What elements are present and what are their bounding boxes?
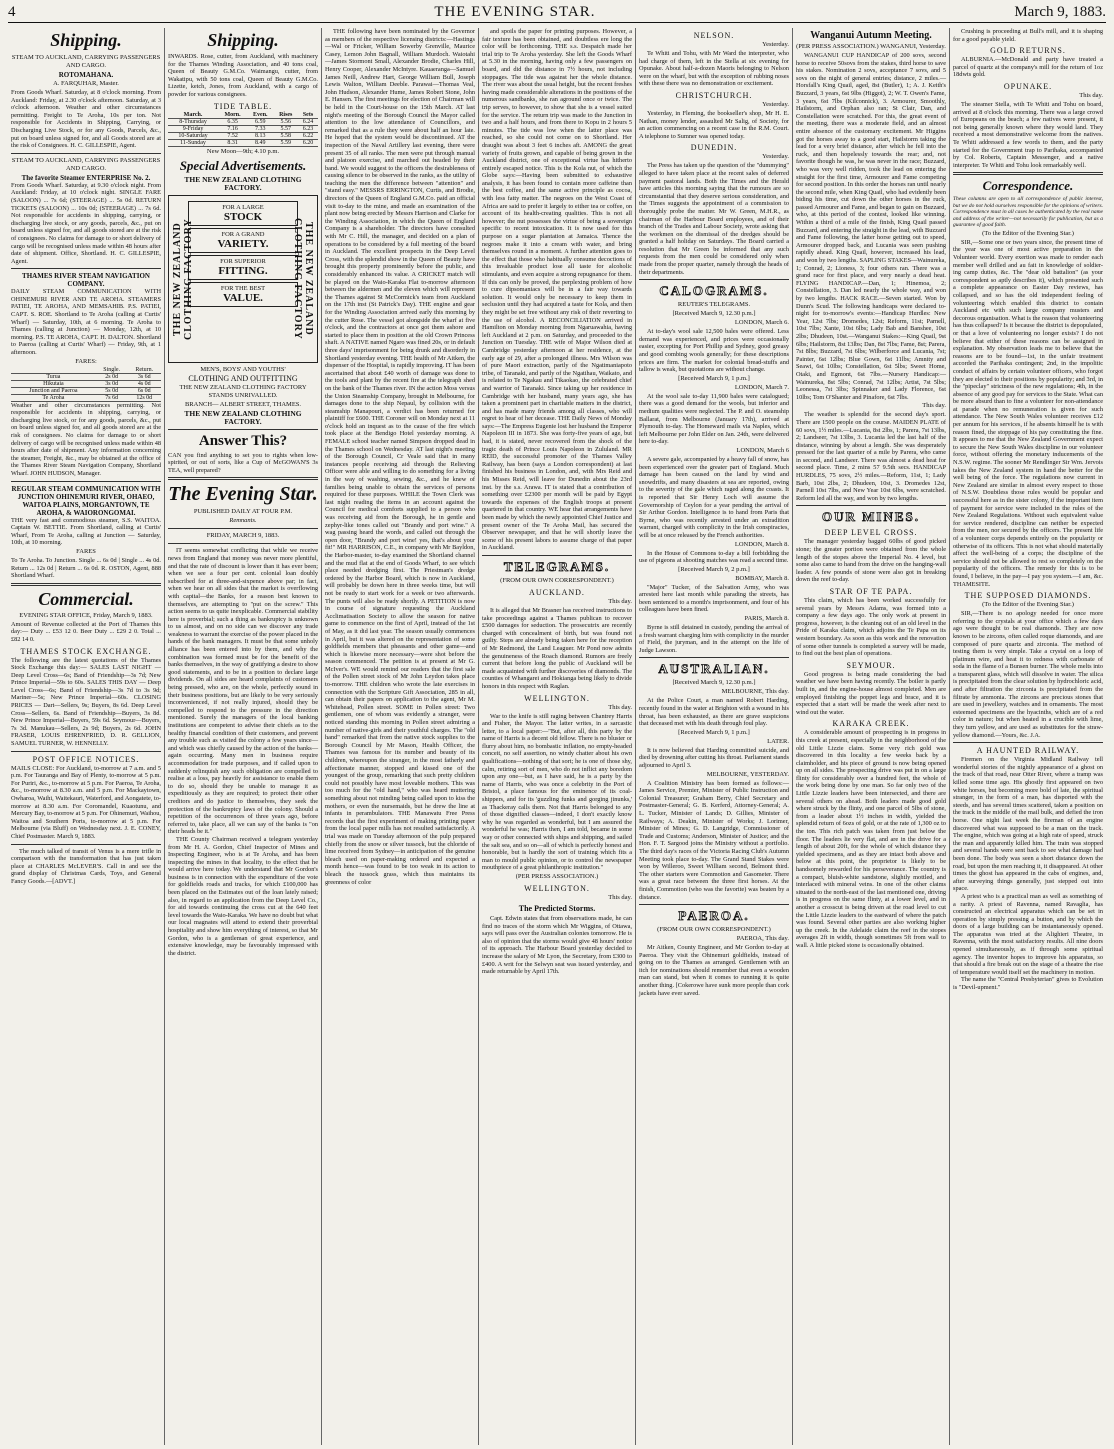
fare-cell: Turua (11, 373, 96, 380)
divider (168, 429, 318, 430)
story-text: Firemen on the Virginia Midland Railway tell wonderful stories of the nightly appearance of a ghost on the track of that road, near Otter River, where a tramp was killed some time ago. His ghostly first appeared on two white horses, but becoming more bold of late, the spiritual stranger, in the form of a man, has disported with the steeds, and has several times scattered, taken a position on the track in the middle of the mail bulk, and defied the iron horse. One night last week the fireman of an engine discovered what was supposed to be a man on the track. The engine, which was going at a high rate of speed, struck the man and apparently killed him. The train was stopped and several hands were sent back to see what damage had been done. The body was seen a short distance down the road, but upon the men reaching it, it disappeared. At other times the ghost has appeared in the cabs of engines, and, after surveying things generally, just stepped out into space. (953, 756, 1103, 893)
columns (8, 28, 1106, 1445)
section-heading: Shipping. (50, 30, 122, 50)
telegram-text: It is now believed that Harding committed suicide, and died by drowning after cutting his throat. Parliament stands adjourned to April 3. (639, 746, 789, 769)
section-heading: Commercial. (38, 588, 134, 609)
fares-title: FARES (76, 547, 96, 555)
divider (639, 279, 789, 280)
editorial: IT seems somewhat conflicting that while we receive news from England that money was never more plentiful, and that the rate of discount is lower than it has ever been; when we see a four per cent. colonial loan doubly subscribed for at three-and-sixpence above par; in fact, when we hear on all sides that the market is overflowing with capital—the Banks, for a reason best known to themselves, are attempting to "put on the screw." This action seems to us quite inexplicable. Commercial stability here is proverbial; such a thing as bankruptcy is unknown to us almost, and on no side can we discover any trade weakness to warrant the exercise of the power placed in the hands of the bank managers. It must be that some unholy alliance has been entered into by them, and why the combination was formed must be for the benefit of the banks themselves, in the way of gratifying a desire to show good statements, and to be in a position to declare large dividends. On all sides are heard complaints of customers being pressed, who are, on the whole, perfectly sound in their business positions, but are likely to be very seriously inconvenienced, if not really injured, should they be compelled to respond to the pressure in the direction mentioned. Surely the managers of the local banking institutions are competent to advise their chiefs as to the healthy financial condition of their customers, and prevent any trouble such as visited the colony a few years since—and which was chiefly caused by the action of the banks—again occurring. Many men in business require accommodation for trade purposes, and if called upon to suddenly relinquish any such obligation are compelled to realise at a loss, pay heavily for assistance to enable them to do so, should they be unable to manage it as expeditiously as they are required; to protect their other creditors and do justice to themselves, they seek the protection of the bankruptcy laws of the colony. Should a repetition of the occurrences of three years ago, before referred to, take place, all we can say of the banks is "on their heads be it." (168, 547, 319, 836)
telegrams-heading: TELEGRAMS. (503, 558, 611, 574)
tide-cell: 8.13 (247, 132, 273, 139)
subsection-heading: DEEP LEVEL CROSS. (824, 528, 918, 538)
divider (796, 505, 946, 506)
ad-box (188, 282, 298, 307)
column-3 (322, 28, 479, 1445)
telegram-text: War to the knife is still raging between Chantrey Harris and Fisher, the Mayor. The latter writes, in a sarcastic letter, to a local paper:—"But, after all, this party by the name of Harris is a decent old fellow. There is no bluster or flurry about him, no bombastic inflation, no empty-headed conceit, no self assertion, no windy chatter about his own qualifications—nothing of that sort; he is one of those shy, calm, retiring sort of men, who do not inflict any boredom upon any one—but, as I have said, he is a party by the name of Harris, who was once a celebrity in the Port of Bristol, a place famous for the eminence of its coal-shippers, and for its 'guzzling funks and gorging jinunks,' as Thackeray calls them. Not that Harris belonged to any of those dignified classes—indeed, I don't exactly know why he was regarded as wonderful, but I am assured the wonderful he was; Harris then, I am told, became in some way or other connected with ships and shipping, and sailed the salt sea, and so on—all of which is perfectly honest and honorable, but is hardly the sort of training which fits a man to mould public opinion, or to control the newspaper mouthpiece of a great philanthropic institution." (482, 712, 632, 872)
telegram-text: At to-day's wool sale 12,500 bales were offered. Less demand was experienced, and prices were occasionally easier, excepting for Port Phillip and Sydney, good greasy and good combing wools generally; for these descriptions prices are firm. The market for colonial bread-stuffs and tallow is weak, but quotations are without change. (639, 328, 789, 374)
ad-title: THAMES RIVER STEAM NAVIGATION COMPANY. (22, 272, 150, 289)
tide-cell: 8.49 (247, 139, 273, 146)
dateline-day: This day. (608, 893, 632, 901)
telegram-text: A severe gale, accompanied by a heavy fall of snow, has been experienced over the greater part of England. Much damage has been caused on the land by wind and snowdrifts, and many disasters at sea are reported, owing to the severity of the gale which raged along the coasts. It is reported that Sir Henry Loch will assume the Governorship of Ceylon for a year pending the arrival of Sir Arthur Gordon. Intelligence is to hand from Paris that Byrne, who was recently arrested under an extradition warrant, charged with complicity in the Irish conspiracies, will be at once released by the French authorities. (639, 455, 789, 539)
divider (11, 481, 161, 482)
divider (11, 844, 161, 845)
subsection-heading: A HAUNTED RAILWAY. (976, 746, 1080, 756)
tide-cell: 6.20 (298, 139, 318, 146)
ad-banner-top: THE NEW ZEALAND CLOTHING FACTORY. (184, 174, 302, 192)
subsection-heading: STAR OF TE PAPA. (829, 587, 913, 596)
local-news: THE following have been nominated by the Governor as members of the respective licensing districts:—Hastings—Wal or Fricker, William Sowerby Grenville, Maurice Casey, Lemon John Bagnall, William Murdoch. Waiotahi—James Stormont Small, Alexander Brodie, Charles Hill, Henry Cooper, Alexander McIntyre. Kauaeranga—Samuel James Neill, Andrew Hart, George William Bull, Joseph Lewis Walton, William Deeble. Parawai—Thomas Veal, John Hudson, Alexander Hume, James Robert Stone, John E. Hansen. The first meetings for election of Chairman will be held in the Court-house on the 15th March. AT last night's meeting of the Borough Council the Mayor called attention to the low attendance of Councillors, and remarked that as a rule they were about half an hour late. He hoped that the system would be discontinued. AT the inspection of the Naval Artillery last evening, there were present 35 of all ranks. The men were put through manual and platoon exercise, and marched out headed by their band. We would suggest to the officers the desirableness of causing silence to be observed in the ranks, as the utility of teaching the men the difference between "attention" and "stand easy." MESSRS ERRINGTON, Curtis, and Brodie, directors of the Queen of England G.M.Co. paid an official visit to-day to the mine, and made an examination of the plant now being erected by Messrs Harrison and Clarke for the Winding Association, in which the Queen of England Company is a shareholder. The directors have consulted with Mr C. Hill, the manager, and decided on a plan of operations to be considered by a full meeting of the board in Auckland. The excellent prospects in the Deep Level Cross, with the splendid show in the Queen of Beauty have brought this property prominently before the public, and considerably enhanced its value. A CRICKET match will be played on the Waio-Karaka Flat to-morrow afternoon between the aldermen and the eleven which will represent the Thames against St McCormick's team from Auckland on the 17th inst (St Patrick's Day). THE engine and gear for the Winding Association arrived early this morning by the cutter Rose. The vessel got alongside the wharf at five o'clock, and the contractors at once got them ashore and started to place them in position at the old Crown Princess shaft. A NATIVE named Ngaro was fined 20s, or in default three days' imprisonment for being drunk and disorderly in Shortland yesterday evening. THE health of Mr Aitken, the dispenser of the Hospital, is rapidly improving. IT has been ascertained that about £40 worth of damage was done to the tools and plant by the recent fire at the telegraph shed on the bank of the Thames river. IN the action Moss versus the Union Steamship Company, brought in Melbourne, for damages done to the ship Nepaul, by collision with the steamship Manapouri, a verdict has been returned for plaintiff for £600. THE Coroner will on Monday next at 11 o'clock hold an inquest as to the cause of the fire which took place at the Bendigo Hotel yesterday morning. A FEMALE school teacher named Simpson dropped dead in the Thames school on Wednesday. AT last night's meeting of the Borough Council, Cr Veale said that in many instances people receiving aid through the Relieving Officer were able and willing to do something for a living in the way of washing, sewing, &c., and he knew of families being unable to obtain the services of persons required for these purposes. WHILE the Town Clerk was last night reading the items in an account against the Council for medical comforts supplied to a person who was receiving aid from the Borough, he in gentle and zephyr-like tones called out "Brandy and port wine." A wag passing heard the words, and called out through the open door, "Brandy and port wine! yes, that's about your fit!" MR HARRISON, C.E., in company with Mr Bayldon, the Harbor-master, to-day examined the Shortland channel and the mud flat at the end of Goods Wharf, to see which place needed dredging first. The Priestman's dredge ordered by the Harbor Board, which is now in Auckland, will probably be down here in three weeks time, but will not be ready to start work for a week or two afterwards. The punts will also be ready shortly. A PETITION is now in course of signature requesting the Auckland Acclimatisation Society to allow the season for native game to commence on the first of April, instead of the 1st of May, as it did last year. The season usually commences in April, but it was altered on the representation of some goldfields members that pheasants and other game—and which is likewise more necessary—were shot before the season commenced. The petition is at present at Mr G. McIver's. WE would remind our readers that the first sale of the Pollen street stock of Mr John Leydon takes place to-morrow. THE children who wrote the late exercises in connection with the Scripture Gift Association, 285 in all, can obtain their papers on application to the agent, Mr M. Whitehead, Pollen street. SOME in Pollen street: Two gentlemen, one of whom was evidently a stranger, were noticed standing this morning in Pollen street admiring a number of native-girls and their youthful charges. The "old hand" remarked that from the native stock supplies to the Borough Council by Mr Mason, Health Officer, the Thames was famous for its number and beauty of its children, whereupon the stranger, in the most fatherly and affectionate manner, stopped and kissed one of the youngest of the group, remarking that such pretty children could not possibly have most loveable mothers. This was too much for the "old hand," who was heard muttering something about not minding being called upon to kiss the mothers, or even the nursemaids, but he drew the line at infants in perambulators. THE Manawatu Free Press records that the first experiment of making printing paper from the local paper mills has not resulted satisfactorily. A trial was made on Tuesday afternoon of the pulp prepared chiefly from the snow or silver tussock, but the chloride of lime received from Sydney—in anticipation of the genuine bleach used on paper-making ordered and expected a month hence—was found to be too weak in its action to bleach the tussock grass, which thus maintains its greenness of color (325, 28, 475, 886)
correspondent-note: (FROM OUR OWN CORRESPONDENT.) (657, 926, 771, 934)
fare-row (11, 387, 161, 394)
divider (953, 172, 1103, 175)
tea-advert: CAN you find anything to set you to rights when low-spirited, or out of sorts, like a Cup of McGOWAN'S 3s TEA, well prepared? (168, 451, 318, 474)
dateline: LATER. (767, 737, 789, 745)
ad-box (188, 255, 298, 280)
received-note: [Received March 9, 12.30 p.m.] (672, 679, 756, 687)
ad-line: BRANCH— ALBERT STREET, THAMES. (184, 400, 302, 408)
newspaper-nameplate: The Evening Star. (168, 483, 318, 506)
dateline: MELBOURNE, This day. (721, 688, 789, 696)
motto: Remnants. (229, 517, 257, 525)
ad-body: From Goods Wharf. Saturday, at 9.30 o'clock night. From Auckland: Friday, at 10 o'clock night. SINGLE FARE (SALOON) ... 7s 6d; (STEERAGE) ... 5s 0d. RETURN TICKETS (SALOON) ... 10s 0d; (STEERAGE) ... 7s 6d. Not responsible for accidents in shipping, carrying, or discharging live stock, or any goods, parcels, &c., put on board unless signed for, and all goods stored are at the risk of consignees. No claims for damage to or short delivery of cargo will be recognised unless made within 48 hours after date of shipment. Office, Shortland. H. C. GILLESPIE, Agent. (11, 181, 161, 265)
fare-cell: 6s 0d (128, 387, 161, 394)
ad-line: FOR SUPERIOR (220, 257, 266, 265)
shipping-ad (11, 157, 161, 266)
telegram-text: The Press has taken up the question of the "dummying" alleged to have taken place at the recent sales of deferred payment pastoral lands. Both the Times and the Herald have articles this morning saying that the rumours are so circumstantial that they deserve serious consideration, and the Times suggests the appointment of a commission to thoroughly probe the matter. Mr W. Green, M.H.R., as chairman of the Harbour Board employees, and of their branch of the Trades and Labour Society, wrote asking that the workmen on the dismissal of the dredges should be granted a half holiday on Saturdays. The Board carried a resolution that Mr Green be informed that any such requests from the men could be considered only when made from the proper quarter, namely through the heads of their departments. (639, 162, 789, 276)
tide-cell: 6.23 (298, 125, 318, 132)
divider (11, 268, 161, 269)
issue-date: March 9, 1883. (1014, 4, 1106, 20)
dateline-day: Yesterday. (762, 100, 789, 108)
subsection-heading: KARAKA CREEK. (832, 719, 910, 729)
dateline: WELLINGTON. (524, 883, 590, 893)
fare-row (11, 373, 161, 380)
dateline: MELBOURNE, YESTERDAY. (706, 770, 789, 778)
tide-row (168, 125, 318, 132)
story-text: A priest who is a practical man as well as something of a rarity. A priest of Ravenna, named Ravaglia, has constructed an electrical apparatus which can be set in operation by simply pressing a button, and by which the doors of a large building can be instantaneously opened. The apparatus was tried at the Alighieri Theatre, in Ravenna, with the most satisfactory results. All nine doors opened simultaneously, as if through some spiritual agency. The inventor hopes to improve his apparatus, so that should a fire break out on the stage of a theatre the rise of temperature would itself set the machinery in motion. (953, 892, 1103, 976)
telegram-text: A Coalition Ministry has been formed as follows:—James Service, Premier, Minister of Public Instruction and Colonial Treasurer; Graham Berry, Chief Secretary and Postmaster-General; G. B. Kerferd, Attorney-General; A. L. Tucker, Minister of Lands; D. Gillies, Minister of Railways; A. Deakin, Minister of Works; J. Lorimer, Minister of Mines; G. D. Langridge, Commissioner of Trade and Customs; Anderson, Minister of Justice; and the Hon. F. T. Sargood joins the Ministry without a portfolio. The third day's races of the Victoria Racing Club's Autumn Meeting took place to-day. The Grand Stand Stakes were won by Willeroo, Sweet William second, Belmont third. The other starters were Commotion and Gasometer. There was a great race between the three first horses. At the finish, Commotion (who was the favorite) was beaten by a distance. (639, 779, 789, 901)
subsection-heading: THE SUPPOSED DIAMONDS. (964, 591, 1092, 601)
tide-cell: 5.56 (273, 118, 298, 125)
divider (11, 153, 161, 154)
race-report: The weather is splendid for the second day's sport. There are 1500 people on the course. MAIDEN PLATE of 60 sovs, 1½ miles.—Lucania, 8st 2lbs, 1; Parera, 7st 13lbs, 2; Landseer, 7st 13lbs, 3. Lucania led the last half of the distance, winning by about a length. She was desperately pressed for the last quarter of a mile by Parera, who came in second, and Landseer. There was almost a dead heat for second place. Time, 2 mins 57 9.5th secs. HANDICAP HURDLES, 75 sovs, 2½ miles.—Reform, 11st, 1; Lady Barb, 10st 2lbs, 2; Dhudeen, 10st, 3. Dromedes 12st, Parnell 10st 7lbs, and New Year 10st 6lbs, were scratched. Reform led all the way, and won by two lengths. (796, 411, 946, 502)
ad-keyword: VARIETY. (217, 237, 269, 250)
clothing-factory-ad (168, 195, 318, 363)
tide-header-cell: Even. (247, 112, 273, 119)
ship-name: ROTOMAHANA. (58, 71, 114, 79)
fare-cell: 3s 6d (128, 373, 161, 380)
divider (168, 543, 318, 544)
ad-line: FOR A LARGE (222, 203, 264, 211)
fare-cell: Hikutaia (11, 380, 96, 387)
fare-row (11, 380, 161, 387)
mines-heading: OUR MINES. (821, 509, 920, 525)
tide-cell: 6.59 (247, 118, 273, 125)
divider (482, 555, 632, 556)
tide-cell: 9-Friday (168, 125, 218, 132)
fares-title: FARES: (75, 357, 97, 365)
office-line: EVENING STAR OFFICE, Friday, March 9, 1883. (19, 611, 153, 619)
ad-side-text: THE NEW ZEALAND CLOTHING FACTORY (172, 217, 194, 340)
advert-paragraph: The much talked of transit of Venus is a mere trifle in comparison with the transformation that has just taken place at CHARLES McLEVER'S. Call in and see the grand display of Christmas Cards, Toys, and General Fancy Goods.—[ADVT.] (11, 847, 161, 885)
ad-body: From Goods Wharf. Saturday, at 8 o'clock morning. From Auckland: Friday, at 2.30 o'clock afternoon. Saturday, at 3 o'clock afternoon. Weather and other circumstances permitting. Freight to Te Aroha, 10s per ton. Not responsible for Accidents in Shipping, Carrying, or Discharging Live Stock, or for any Goods, Parcels, &c., put on board unless signed for, and all Goods stored are at the risk of Consignees. H. C. GILLESPIE, Agent. (11, 89, 161, 150)
fare-cell: Junction and Paeroa (11, 387, 96, 394)
subsection-heading: POST OFFICE NOTICES. (32, 754, 140, 764)
tide-header-cell: Sets (298, 112, 318, 119)
divider (168, 528, 318, 529)
fare-cell: 3s 0d (96, 380, 128, 387)
ad-title: REGULAR STEAM COMMUNICATION WITH JUNCTION OHINEMURI RIVER, OHAEO, WAITOA PLAINS, MORGANTOWN, TE AROHA, & WAIORONGOMAI. (11, 484, 161, 517)
telegram-text: Te Whiti and Tohu, with Mr Ward the interpreter, who had charge of them, left in the Stella at six evening for Opunake. About half-a-dozen Maoris belonging to Nelson were on the wharf, but with the exception of rubbing noses with these there was no demonstration or excitement. (639, 50, 789, 88)
mine-report: A considerable amount of prospecting is in progress in this creek at present, especially in the neighborhood of the old Little Lizzie claim. Some very rich gold was discovered in this locality a few weeks back by a claimholder, and his piece of ground is now being opened up on all sides. The prospecting drive was put in on a large flinty for considerably over a hundred feet, the whole of the work being done by one man. So far only two of the Little Lizzie leaders have been intersected, and there are several others on ahead. Both leaders made good gold where struck by the flinty, and one parcel of 5lbs of stone, from a leader about 1½ inches in width, yielded the splendid return of 6ozs of gold, or at the rate of 1,300 oz to the ton. This rich patch was taken from just below the floor. The leaders lie very flat, and are in the drive for a length of about 20ft, for the whole of which distance they yielded specimens, and as they are intact both above and below at this point, the proprietor is likely to be handsomely rewarded for his perseverance. The country is a compact, bluish-white sandstone, slightly mottled, and interlaced with mineral veins. In one of the other claims situated to the north-east of the last mentioned one, driving is in progress on the same flinty, at a lower level, and in another a crosscut is being driven at the road level to cut the Little Lizzie leaders to the eastward of where the patch was found. Several other parties are also working higher up the creek. In the Adelaide claim the reef in the stopes averages 2ft in width, though sometimes 5ft from wall to wall. A little picked stone is occasionally obtained. (796, 729, 946, 949)
ad-line: FOR THE BEST (220, 284, 266, 292)
tide-cell: 7.16 (218, 125, 247, 132)
ad-box (188, 201, 298, 226)
dateline: AUCKLAND. (529, 587, 585, 597)
fare-cell: Single. (96, 367, 128, 374)
ad-box (188, 228, 298, 253)
ad-keyword: VALUE. (223, 291, 263, 304)
editorial-date: FRIDAY, MARCH 9, 1883. (206, 532, 280, 540)
press-note: (PER PRESS ASSOCIATION.) WANGANUI, Yesterday. (796, 43, 946, 50)
publication-note: PUBLISHED DAILY AT FOUR P.M. (193, 508, 293, 516)
fare-cell: 4s 0d (128, 380, 161, 387)
ad-line: THE NEW ZEALAND CLOTHING FACTORY STANDS UNRIVALLED. (179, 383, 307, 399)
dateline: WELLINGTON. (524, 693, 590, 703)
letter-address: (To the Editor of the Evening Star.) (982, 229, 1074, 237)
tide-cell: 8-Thursday (168, 118, 218, 125)
dateline: PARIS, March 8. (744, 615, 789, 623)
correspondent-note: (FROM OUR OWN CORRESPONDENT.) (500, 576, 614, 584)
telegram-text: At the Police Court, a man named Robert Harding, recently found in the water at Brighton with a wound in his throat, has been exhausted, as there are grave suspicions that deceased met with his death through foul play. (639, 697, 789, 728)
ad-body: DAILY STEAM COMMUNICATION WITH OHINEMURI RIVER AND TE AROHA. STEAMERS PATIEI, TE AROHA, AND MEMSAHIB. P.S. PATIEI, CAPT. S. ROE. Shortland to Te Aroha (calling at Curtis' Wharf) — Saturday, 10th, at 6 morning. Te Aroha to Thames (calling at Junction) — Monday, 12th, at 10 morning. P.S. TE AROHA, CAPT. H. DALTON. Shortland to Paeroa (calling at Curtis' Wharf) — Friday, 9th, at 1 afternoon. (11, 288, 161, 357)
tide-header-cell: Morn. (218, 112, 247, 119)
section-heading: Shipping. (207, 30, 279, 50)
answer-heading: Answer This? (198, 432, 288, 449)
dateline-day: This day. (922, 402, 946, 410)
tide-cell: 6.35 (218, 118, 247, 125)
tide-cell: 10-Saturday (168, 132, 218, 139)
column-6 (793, 28, 950, 1445)
tide-cell: 6.24 (298, 118, 318, 125)
telegram-text: Mr Aitken, County Engineer, and Mr Gordon to-day at Paeroa. They visit the Ohinemuri goldfields, instead of going on to the Thames as arranged. Gentlemen with an itch for nominations should remember that even a wooden man can stand, but when it comes to running it is quite another thing. [Cokerowe have sunk more people than cork jackets have ever saved. (639, 944, 789, 997)
telegram-text: Yesterday, in Fleming, the bookseller's shop, Mr H. E. Nathan, money lender, assaulted Mr Salig, of Society, for an action commencing on a recent case in the R.M. Court. A telephone to Sumner was opened today. (639, 109, 789, 140)
dateline: LONDON, March 8. (734, 540, 789, 548)
column-7 (950, 28, 1106, 1445)
race-report: WANGANUI CUP HANDICAP of 200 sovs, second horse to receive 50sovs from the stakes, third horse to save his stakes. Nomination 2 sovs, acceptance 7 sovs, and 5 sovs on the night of general entries; distance, 2 miles.—Horsfall's King Quail, aged, 8st (Butler), 1; A. J. Keith's Buzzard, 3 years, 6st 9lbs (Higgot), 2; W. T. Owen's Fame, 3 years, 6st 7lbs (Kilconnick), 3. Armourer, Smoothly, Hailstorm, and Orphan also ran; St Clair, Dan, and Constellation were scratched. For this, the great event of the meeting, there was a moderate field, and an almost entire absence of the customary excitement. Mr Higgins got the horses away to a good start, Hailstorm taking the lead for a very brief distance, after which he fell into the ruck, and then hopelessly towards the rear; and, not favorite though he was, he was never in the race; Buzzard, who was very well ridden, took the lead on entering the straight for the first time, Armourer and Fame competing for second position. In this order the horses ran until nearly the second mile, when King Quail, who had evidently been biding his time, cut down the other horses in the ruck, passed Armourer and Fame, and began to gain on Buzzard, who, at this period of the contest, looked like winning. Within a third of a mile of the finish, King Quail passed Buzzard, and entering the straight in the lead, with Buzzard and Fame following, the latter horse getting out to speed, Armourer dropped back, and Lucania was seen pushing rapidly ahead. King Quail, however, increased his lead, and won by two lengths. SAPLING STAKES—Wainureka, 1; Conrad, 2; Lioness, 3; four others ran. There was a grand race for first place, and very nearly a dead heat. FLYING HANDICAP.—Dan, 1; Hinemoa, 2; Constellation, 3. Dan led nearly the whole way, and won by two lengths. HACK RACE.—Seven started. Won by Dunn's Scud. The following handicaps were declared to-night for to-morrow's events:—Handicap Hurdles: New Year, 12st 7lbs; Dromedes, 12st; Reform, 11st; Parnell, 10st 7lbs; Xante, 10st 6lbs; Lady Bab and Banshee, 10st 2lbs; Dhudeen, 10st.—Wanganui Stakes:—King Quail, 9st 6lbs; Hailstorm, 8st 13lbs; Dan, 8st 7lbs; Fame, 8st; Parera, 7st 8lbs; Buzzard, 7st 6lbs; Wilberforce and Lucania, 7st; Painter, 6st 12lbs; Blue Gown, 6st 11lbs; Amnity and Seawi, 6st 10lbs; Constellation, 6st 5lbs; Sweet Home, Otaki, and Egmont, 6st 7lbs.—Nursery Handicap:—Wainureka, 8st 5lbs; Conrad, 7st 12lbs; Artist, 7st 5lbs; Leonessa, 7st 3lbs; Spinnaker and Lady Florence, 6st 10lbs; Tom O'Shanter and Pinafore, 6st 7lbs. (796, 52, 946, 401)
telegram-text: In the House of Commons to-day a bill forbidding the use of pigeons at shooting matches was read a second time. (639, 549, 789, 565)
letter-text: SIR,—Some one or two years since, the present time of the year was one of most active preparation in the Volunteer world. Every exertion was made to render each member well drilled and au fait in knowledge of soldier-ing camp duties, &c. The "dear old battalion" (as your correspondent so aptly describes it), which presented such a complete appearance on Easter Day reviews, has collapsed, and so has the old independent feeling of volunteering which enabled this district to contain Auckland etc with such large company musters and decorous organisation. What is the reason that volunteering has thus collapsed? Is it because the district is depopulated, or that a love of volunteering no longer exists? I do not believe that either of these reasons can be assigned in explanation. My observation leads me to believe that the reasons are to be found—1st, in the unfair treatment accorded the Parihaka contingent; 2nd, in the impolitic conduct of affairs by certain volunteer officers, who forgot they are elected to their positions by popularity; and 3rd, in the "pipeclay" strictness of the new regulations; 4th, in the absence of any good pay for services to the State. What can be more absurd than to fine a volunteer for non-attendance at parade when no remuneration is given for such attendance. The New South Wales volunteer receives £12 per annum for his services, if he absents himself he is with reason fined, the stoppage of his pay constituting the fine. It appears to me that the New Zealand Government expect to secure the New South Wales discipline in our volunteer force, without offering the monetary inducements of the N.S.W. regime. The sooner Mr Rendlinger Sir Wm. Jervois takes the New Zealand system in hand the better for the well being of the force. The regulations now current in New Zealand are similar in almost every respect to those of N.S.W. Doubtless those rules would be popular and successful here as in the sister colony, if the important item of payment for service were included in the rules of the New Zealand Regulations. Without such equivalent value for service rendered, discipline can neither be expected from the men, nor secured by the officers. The present life of a volunteer corps depends entirely on the popularity or otherwise of its officers. This is not what should materially affect the well-being of a corps; the discipline of the service should not be allowed to rest so completely on the popularity of the officers. The remedy for this is to be found, I believe, in the pay—I pay you system.—I am, &c. THAMESITE. (953, 238, 1103, 588)
fare-cell: Te Aroha (11, 394, 96, 401)
customs-revenue: Amount of Revenue collected at the Port of Thames this day:— Duty ... £53 12 0. Beer Duty ... £29 2 0. Total ... £82 14 0. (11, 620, 161, 643)
ad-center (185, 199, 301, 359)
telegram-text: Byrne is still detained in custody, pending the arrival of a fresh warrant charging him with complicity in the murder of Field, the juryman, and in the attempt on the life of Judge Lawson. (639, 624, 789, 654)
mine-report: Crushing is proceeding at Bull's mill, and it is shaping for a good payable yield. (953, 28, 1103, 43)
fare-cell: 2s 0d (96, 373, 128, 380)
fare-cell: 7s 6d (96, 394, 128, 401)
page-number: 4 (8, 4, 16, 20)
ad-banner-bottom: THE NEW ZEALAND CLOTHING FACTORY. (184, 408, 302, 426)
tide-header-cell: Rises (273, 112, 298, 119)
inwards-text: INWARDS. Rose, cutter, from Auckland, with machinery for the Thames Winding Association, and 40 tons coal, Queen of Beauty G.M.Co. Waimangu, cutter, from Wakatipu, with 50 tons coal, Queen of Beauty G.M.Co. Lizette, ketch, Jones, from Auckland, with a cargo of powder for various consignees. (168, 53, 318, 98)
divider (639, 904, 789, 905)
telegram-text: "Major" Tucker, of the Salvation Army, who was arrested here last month while parading the streets, has been sentenced to a month's imprisonment, and four of his colleagues have been fined. (639, 583, 789, 614)
divider (11, 583, 161, 586)
received-note: [Received March 9, 1 p.m.] (678, 728, 750, 736)
gold-returns: ALBURNIA.—McDonald and party have treated a parcel of quartz at the company's mill for the return of 1oz 18dwts gold. (953, 56, 1103, 79)
dateline: LONDON, March 6. (734, 319, 789, 327)
dateline: CHRISTCHURCH. (675, 90, 753, 100)
fare-cell: Return. (128, 367, 161, 374)
fare-cell: 12s 0d (128, 394, 161, 401)
ad-line: CLOTHING AND OUTFITTING (188, 373, 298, 383)
shipping-ad (11, 272, 161, 477)
ad-body: Weather and other circumstances permitting. Not responsible for accidents in shipping, carrying, or discharging live stock, or for any goods, parcels, &c., put on board unless signed for, and all goods stored are at the risk of consignees. No claims for damage to or short delivery of cargo will be recognised unless made within 48 hours after date of shipment. Any information concerning the steamer, Freight, &c., may be obtained at the office of the Thames River Steam Navigation Company, Shortland Wharf. JOHN HUDSON, Manager. (11, 401, 161, 477)
press-note: (PER PRESS ASSOCIATION.) (515, 872, 599, 880)
mine-report: The manager yesterday bagged 60lbs of good picked stone; the greater portion were obtained from the whole length of the stopes above the Imperial No. 4 level, but some also came to hand from the drive on the hanging-wall leader. A few pounds of stone were also got in breaking down the reef to-day. (796, 538, 946, 584)
telegram-text: The steamer Stella, with Te Whiti and Tohu on board, arrived at 8 o'clock this morning. There was a large crowd of Europeans on the beach; a few natives were present, it not being generally known where they would land. They received a most demonstrative welcome from the natives. Te Whiti addressed a few words to them, and the party started for the Government trap to Parihaka, accompanied by Col. Roberts, Captain Messenger, and a native interpreter. Te Whiti and Tohu look remarkably well. (953, 100, 1103, 169)
telegram-text: Capt. Edwin states that from observations made, he can find no traces of the storm which Mr Wiggins, of Ottawa, says will pass over the Australian colonies tomorrow. He is also of opinion that the storms would give 48 hours' notice of its approach. The Harbour Board yesterday decided to increase the salary of Mr Lyon, the Secretary, from £300 to £400. A writ for the Selwyn seat was issued yesterday, and made returnable by April 17th. (482, 914, 632, 976)
dateline: BOMBAY, March 8. (735, 574, 789, 582)
tide-cell: 8.31 (218, 139, 247, 146)
ad-side-text: THE NEW ZEALAND CLOTHING FACTORY (292, 217, 314, 340)
masthead (8, 4, 1106, 23)
dateline-day: Yesterday. (762, 153, 789, 161)
section-heading: Correspondence. (982, 178, 1074, 194)
australian-heading: AUSTRALIAN. (658, 661, 770, 677)
fares-table (11, 367, 161, 402)
telegram-text: It is alleged that Mr Brasner has received instructions to take proceedings against a Thames publican to recover £500 damages for seduction. The prosecutrix are recently charged with concealment of birth, but was found not guilty. Steps are already being taken here for the reception of Mr Redmond, the Land Leaguer. Mr Pond now admits the genuineness of the Roach diamond. Rumors are freely current that before long the public of Auckland will be made acquainted with further discoveries of diamonds. The counties of Whangarei and Hokianga being likely to divide honors in this respect with Raglan. (482, 606, 632, 690)
tide-cell: 7.33 (247, 125, 273, 132)
tide-table (168, 112, 318, 147)
mine-report: Good progress is being made considering the bad weather we have been having recently. The boiler is partly built in, and the engine-house almost completed. Men are employed finishing the poppet legs and brace, and it is expected that a start will be made the week after next to wind out the water. (796, 670, 946, 716)
dateline: PAEROA, This day. (736, 935, 789, 943)
received-note: [Received March 9, 12.30 p.m.] (672, 310, 756, 318)
divider (11, 751, 161, 752)
letter-text: SIR,—There is no apology needed for once more referring to the crystals at your office which a few days ago were thought to be real diamonds. They are now known to be zircons, often called roque diamonds, and are composed of pure quartz and zirconia. The method of testing them is very simple. Take a crystal on a loop of platinum wire, and heat it to redness with carbonate of soda in the flame of a Bunsen burner. The whole melts into a transparent glass, which will dissolve in water. The silica is precipitated from the clear solution by hydrochloric acid, and after filtration the zirconia is precipitated from the filtrate by ammonia. The zircons are precious stones that are used in jewellery, watches and in ornaments. The most esteemed specimens are the hyacinths, which are of a red color in nature; but when heated in a crucible with lime, they turn yellow, and are used as substitutes for the straw-yellow diamond.—Yours, &c. J.A. (953, 610, 1103, 739)
letter-address: (To the Editor of the Evening Star.) (982, 601, 1074, 609)
dateline: DUNEDIN. (690, 143, 738, 153)
dateline: LONDON, March 6 (736, 446, 789, 454)
received-note: [Received March 9, 2 p.m.] (678, 565, 750, 573)
column-1 (8, 28, 165, 1445)
divider (639, 657, 789, 658)
post-notices: MAILS CLOSE: For Auckland, to-morrow at 7 a.m. and 5 p.m. For Tauranga and Bay of Plenty, to-morrow at 5 p.m. For Puriri, &c., to-morrow at 5 p.m. For Paeroa, Te Aroha, &c., to-morrow at 8.30 a.m. and 5 p.m. For Mackaytown, Owharoa, Waihi, Waitekauri, Waterford, and Aongatete, to-morrow at 8.30 a.m. For Coromandel, Kuaotunu, and Mercury Bay, to-morrow at 5 p.m. For Ohinemuri, Waihou, Waitoa and Southern Ports, to-morrow at 5 p.m. For Melbourne (via Bluff) on Wednesday next. J. E. CONEY, Chief Postmaster. March 9, 1883. (11, 764, 161, 840)
dateline: LONDON, March 7. (734, 383, 789, 391)
local-news: and spoils the paper for printing purposes. However, a fair texture has been obtained, and doubtless ere long the color will be forthcoming. THE s.s. Despatch made her trial trip to Te Aroha yesterday. She left the Goods Wharf at 5.30 in the morning, having only a few passengers on board, and did the distance in 7½ hours, not including stoppages. The tide was against her the whole distance. The river was about the usual height, but the recent freshes having made considerable alterations in the positions of the numerous sandbanks, she ran aground once or twice. The trip serves, to however, to show that she is a vessel suited for the service. The return trip was made to the Junction in two and a half hours, and from there to Kopu in 2 hours 5 minutes. The tide was low when the latter place was reached, so she could not come on to Shortland. Her draught was about 3 feet 6 inches aft. AMONG the great variety of fruits grown, and capable of being grown in the Auckland district, one of exceptional virtue has hitherto entirely escaped notice. This is the Kola nut, of which the Globe says:—Having been submitted to exhaustive analysis, it has been found to contain more caffeine than the best coffee, and the same active principle as cocoa, with less fatty matter. The negroes on the West Coast of Africa are said to prefer it largely to either tea or coffee, on account of its health-creating qualities. This is not all however; the nut possesses the virtue of being a sovereign specific to recent intoxication. It is now used for this purpose on a sugar plantation at Jamaica. Thence the negroes make it into a cream with water, and bring themselves round in a moment. A further attention goes to the effect that those who habitually consume decoctions of this invaluable product lose all taste for alcoholic stimulants, and even acquire a strong repugnance for them. If this can only be proved, the perplexing problem of how to cure dipsomaniacs will be in a fair way towards solution. It would only be necessary to keep them in seclusion until they had acquired a taste for Kola, and then they might be set free without any risk of their reverting to the use of alcohol. A RECONCILIATION arrived in Hamilton on Monday morning from Ngaruawahia, having left Auckland at 2 p.m. on Saturday, and proceeded to the Junction on Tuesday. THE wife of Major Wilson died at Cambridge yesterday afternoon at her residence, at the early age of 29, after a prolonged illness. Mrs Wilson was of pure Maori extraction, partly of the Ngatimaniapoto tribe, of Taranaki, and partly of the Ngatihau, Waikato, and is related to Te Ngakau and Tikaokao, the celebrated chief and warrior of Taranaki. Since taking up her residence in Cambridge with her husband, many years ago, she has taken a prominent part in charitable matters in the district, and has made many friends among all classes, who will regret to hear of her decease. THE Daily News of Monday says:—The Empress Eugenie lost her husband the Emperor Napoleon III in 1873. She was forty-five years of age, but had, it is stated, never recovered from the shock of the tragic death of Prince Louis Napoleon in Zululand. MR REID, the successful promoter of the Thames Valley Railway, has been (says a London correspondent) at last finished his business in London, and, with Mrs Reid and his Misses Reid, will leave for Dunedin about the 23rd inst. by the s.s. Arawa. IT is stated that a contribution of something over £2300 per month will be paid by Egypt towards the expenses of the English troops at present quartered in that country. WE hear that arrangements have been made by which the newly appointed Chief Justice and present owner of the Te Aroha Mail, has secured the Observer newspaper, and that he will shortly leave the scene of his present labors to assume charge of that paper in Auckland. (482, 28, 632, 552)
tide-cell: 7.52 (218, 132, 247, 139)
tide-cell: 5.57 (273, 125, 298, 132)
fare-row (11, 394, 161, 401)
story-text: The name the "Central Presbyterian" gives to Evolution is "Devil-upment." (953, 976, 1103, 992)
ship-name: The favorite Steamer ENTERPRISE No. 2. (21, 173, 151, 182)
fare-cell: 5s 0d (96, 387, 128, 394)
paeroa-heading: PAEROA. (678, 908, 750, 924)
story-heading: Wanganui Autumn Meeting. (810, 30, 932, 41)
ad-body: To Te Aroha. To Junction. Single ... 6s 0d | Single ... 4s 0d. Return ... 12s 0d | Return ... 6s 0d. R. OSTON, Agent, 888 Shortland Wharf. (11, 556, 161, 580)
shipping-ad (11, 54, 161, 150)
tide-cell: 5.59 (273, 139, 298, 146)
ad-keyword: STOCK (223, 210, 263, 223)
story-heading: The Predicted Storms. (518, 903, 596, 913)
dateline: NELSON. (693, 31, 735, 40)
subsection-heading: SEYMOUR. (846, 660, 896, 670)
subsection-heading: GOLD RETURNS. (990, 46, 1066, 56)
stock-quotes: The following are the latest quotations of the Thames Stock Exchange this day:— SALES LAST NIGHT — Deep Level Cross—6s; Band of Friendship—3s 7d; New Prince Imperial—59s to 60s. SALES THIS DAY — Deep Level Cross—6s; Band of Friendship—3s 7d to 3s 9d; Mariner—5s; New Prince Imperial—60s. CLOSING PRICES — Dart—Sellers, 9s; Buyers, 8s 6d. Deep Level Cross—Sellers, 6s. Band of Friendship—Buyers, 3s 8d. New Prince Imperial—Buyers, 59s 6d. Seymour—Buyers, 7s 3d. Manukau—Sellers, 2s 9d; Buyers, 2s 6d. JOHN FRASER, LOUIS EHRENFRIED, D. R. GELLION, SAMUEL TURNER, W. HENNELLY. (11, 656, 161, 748)
divider (168, 477, 318, 480)
shipping-ad (11, 485, 161, 580)
column-5 (636, 28, 793, 1445)
column-2 (165, 28, 322, 1445)
subsection-heading: OPUNAKE. (1003, 81, 1053, 91)
ad-title: STEAM TO AUCKLAND, CARRYING PASSENGERS AND CARGO. (11, 156, 161, 172)
ad-line: FOR A GRAND (221, 230, 265, 238)
received-note: [Received March 9, 1 p.m.] (678, 374, 750, 382)
mine-report: This claim, which has been worked successfully for several years by Messrs Adams, was formed into a company a few days ago. The only work at present in progress, however, is the cleaning out of an old level in the Pride of Karaka claim, which adjoins the Te Papa on its western boundary. As soon as this work and the renovation of some other tunnels is completed a survey will be made, to find out the best plan of operations. (796, 597, 946, 658)
tide-table-title: TIDE TABLE. (213, 101, 273, 111)
calograms-heading: CALOGRAMS. (659, 283, 769, 299)
tide-row (168, 139, 318, 146)
correspondence-note: These columns are open to all correspondence of public interest, but we do not hold ourselves responsible for the opinions of writers. Correspondence must in all cases be authenticated by the real name and address of the writer—not necessarily for publication, but as a guarantee of good faith. (953, 196, 1103, 229)
dateline-day: This day. (1079, 91, 1103, 99)
ad-line: MEN'S, BOYS' AND YOUTHS' (200, 365, 286, 373)
editorial: THE County Chairman received a telegram yesterday from Mr H. A. Gordon, Chief Inspector of Mines and Inspecting Engineer, who is at Te Aroha, and has been inspecting the mines in that locality, to the effect that he would arrive here today. We understand that Mr Gordon's business is in connection with the expenditure of the vote for goldfields roads and tracks, for which £100,000 has been placed on the Estimates out of the loan lately raised; also, in regard to an application from the Deep Level Co., for aid towards continuing the cross cut at the 640 feet level towards the Waio-Karaka. We have no doubt but what our local magnates will attend to extend their proverbial hospitality and show him everything of interest, so that Mr Gordon, who is a gentleman of great experience, and extensive knowledge, may be favourably impressed with the district. (168, 835, 318, 957)
dateline-day: This day. (608, 703, 632, 711)
telegram-text: At the wool sale to-day 11,900 bales were catalogued; there was a good demand for the wools, but inferior and medium qualities were neglected. The P. and O. steamship Ballarat, from Melbourne (January 17th), arrived at Plymouth to-day. The Homeward mails via Naples, which left Melbourne per John Elder on Jan. 24th, were delivered here to-day. (639, 392, 789, 446)
dateline-day: This day. (608, 597, 632, 605)
ad-keyword: FITTING. (218, 264, 268, 277)
column-4 (479, 28, 636, 1445)
tide-cell: 5.58 (273, 132, 298, 139)
ship-master: A. FARQUHAR, Master. (53, 80, 119, 87)
ad-body: THE very fast and commodious steamer, S.S. WAITOA. Captain W. BETTIE. From Shortland, calling at Curtis' Wharf, From Te Aroha, calling at Junction — Saturday, 10th, at 10 morning. (11, 516, 161, 547)
tide-row (168, 118, 318, 125)
moon-phase: New Moon—9th; 4.10 p.m. (206, 147, 280, 155)
newspaper-title: THE EVENING STAR. (434, 4, 596, 20)
divider (953, 742, 1103, 743)
subsection-heading: THAMES STOCK EXCHANGE. (20, 646, 152, 656)
agency-note: REUTER'S TELEGRAMS. (677, 301, 751, 309)
tide-row (168, 132, 318, 139)
tide-cell: 11-Sunday (168, 139, 218, 146)
section-heading: Special Advertisements. (179, 157, 307, 173)
ad-title: STEAM TO AUCKLAND, CARRYING PASSENGERS AND CARGO. (11, 54, 161, 69)
tide-header-cell: March. (168, 112, 218, 119)
dateline-day: Yesterday. (762, 41, 789, 48)
tide-cell: 6.22 (298, 132, 318, 139)
